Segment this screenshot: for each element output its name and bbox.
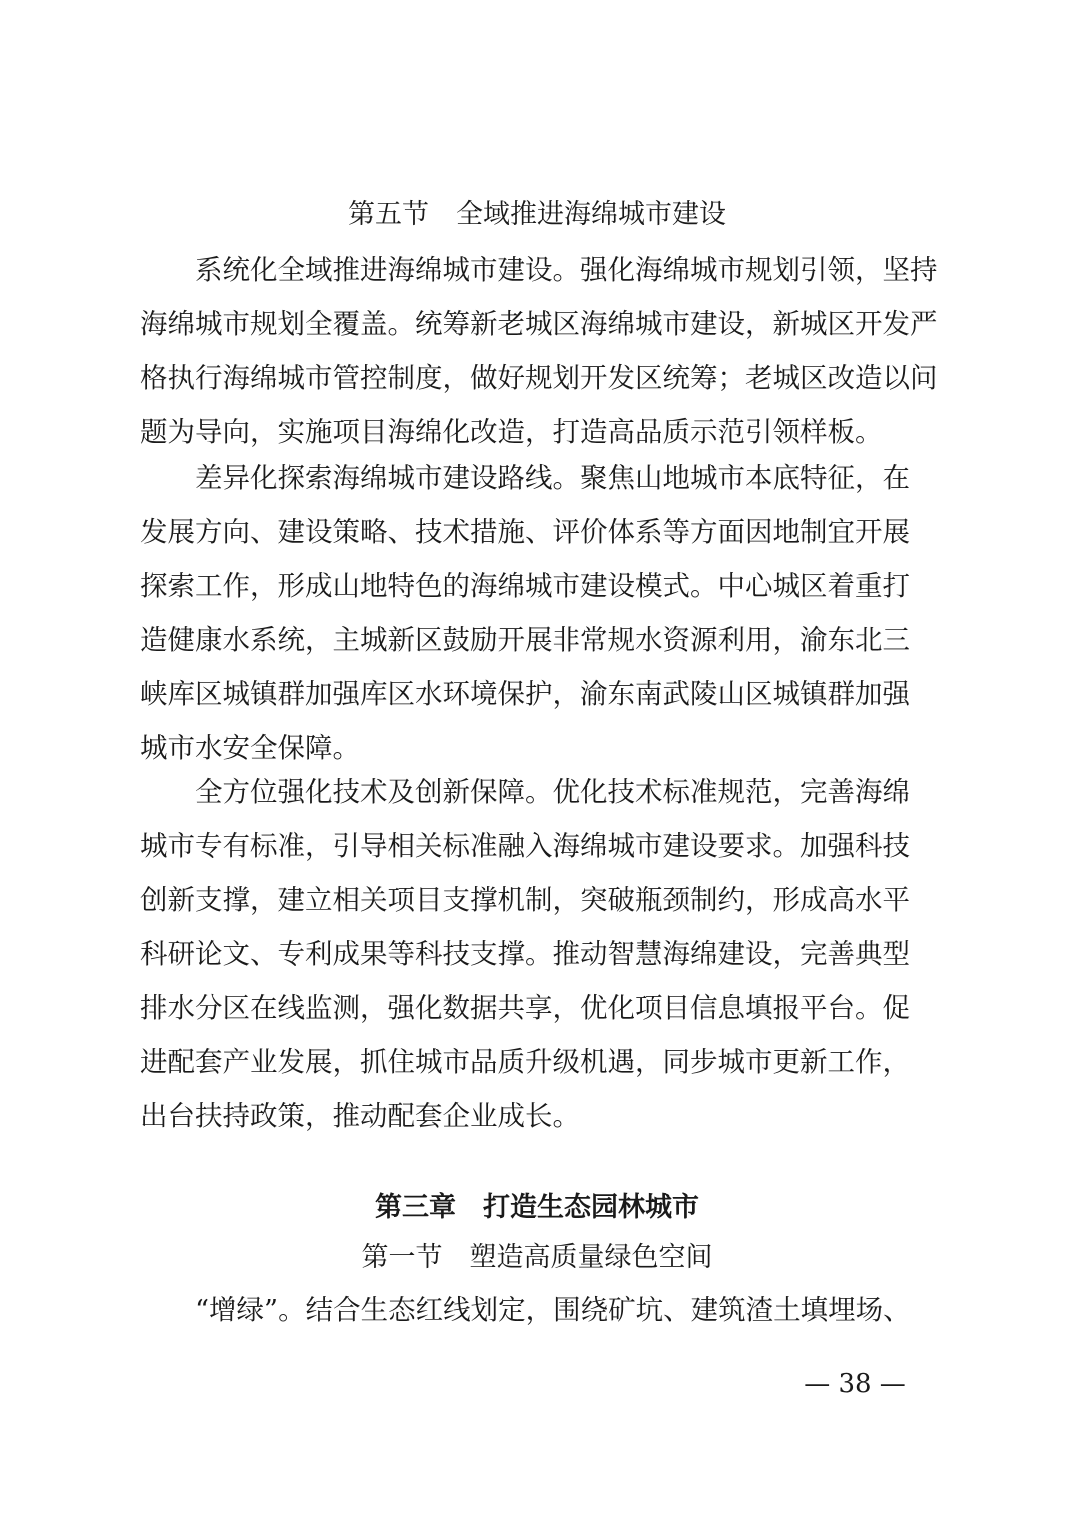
text-line: 城市专有标准，引导相关标准融入海绵城市建设要求。加强科技 xyxy=(140,830,910,862)
text-line: 排水分区在线监测，强化数据共享，优化项目信息填报平台。促 xyxy=(140,992,910,1024)
text-line: 系统化全域推进海绵城市建设。强化海绵城市规划引领，坚持 xyxy=(140,254,938,286)
text-line: 造健康水系统，主城新区鼓励开展非常规水资源利用，渝东北三 xyxy=(140,624,910,656)
text-line: 城市水安全保障。 xyxy=(140,732,360,764)
section-heading: 第五节 全域推进海绵城市建设 xyxy=(348,199,726,230)
paragraph xyxy=(140,1283,940,1337)
text-line: 差异化探索海绵城市建设路线。聚焦山地城市本底特征，在 xyxy=(140,462,910,494)
text-line: 全方位强化技术及创新保障。优化技术标准规范，完善海绵 xyxy=(140,776,910,808)
text-line: “增绿”。结合生态红线划定，围绕矿坑、建筑渣土填埋场、 xyxy=(140,1294,911,1326)
paragraph xyxy=(140,765,940,1143)
text-line: 题为导向，实施项目海绵化改造，打造高品质示范引领样板。 xyxy=(140,416,883,448)
text-line: 发展方向、建设策略、技术措施、评价体系等方面因地制宜开展 xyxy=(140,516,910,548)
paragraph xyxy=(140,451,940,775)
text-line: 创新支撑，建立相关项目支撑机制，突破瓶颈制约，形成高水平 xyxy=(140,884,910,916)
text-line: 出台扶持政策，推动配套企业成长。 xyxy=(140,1100,580,1132)
chapter-heading: 第三章 打造生态园林城市 xyxy=(375,1192,699,1223)
section-heading: 第一节 塑造高质量绿色空间 xyxy=(361,1242,713,1273)
page-number: — 38 — xyxy=(804,1369,906,1399)
text-line: 峡库区城镇群加强库区水环境保护，渝东南武陵山区城镇群加强 xyxy=(140,678,910,710)
text-line: 格执行海绵城市管控制度，做好规划开发区统筹；老城区改造以问 xyxy=(140,362,938,394)
text-line: 进配套产业发展，抓住城市品质升级机遇，同步城市更新工作， xyxy=(140,1046,910,1078)
text-line: 科研论文、专利成果等科技支撑。推动智慧海绵建设，完善典型 xyxy=(140,938,910,970)
text-line: 探索工作，形成山地特色的海绵城市建设模式。中心城区着重打 xyxy=(140,570,910,602)
paragraph xyxy=(140,243,940,459)
text-line: 海绵城市规划全覆盖。统筹新老城区海绵城市建设，新城区开发严 xyxy=(140,308,938,340)
